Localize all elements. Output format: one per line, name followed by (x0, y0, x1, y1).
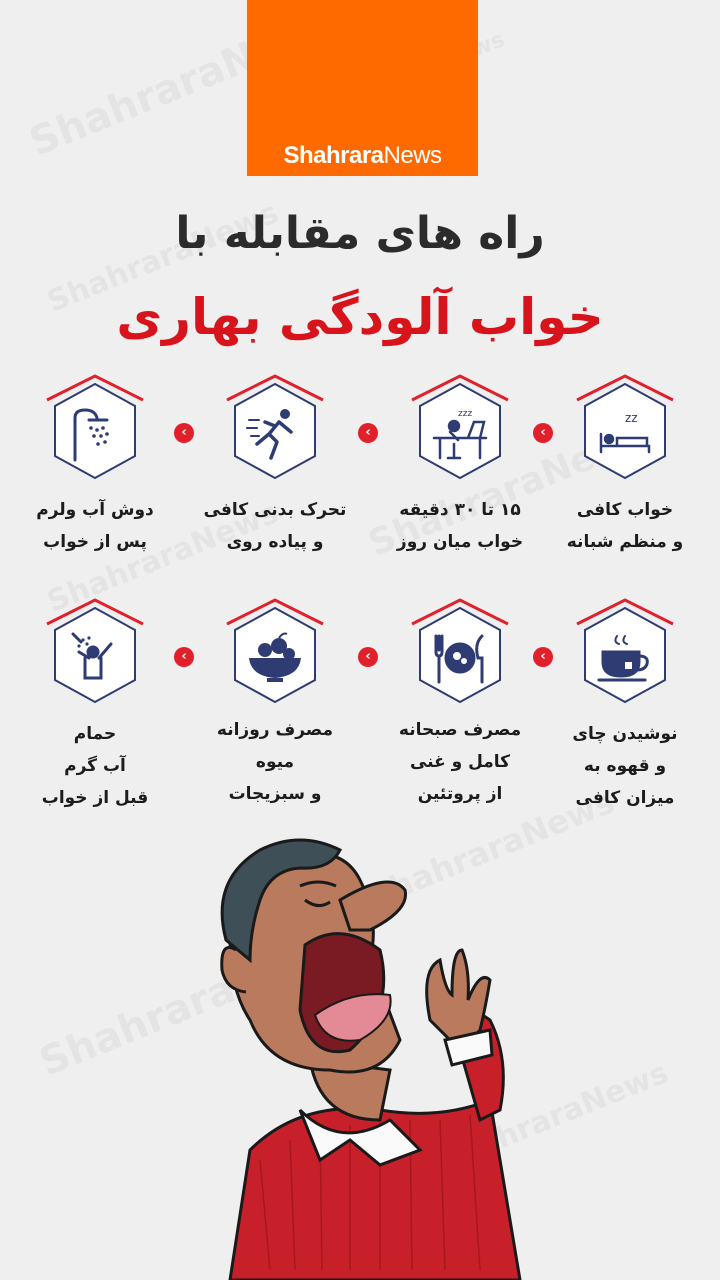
svg-text:zz: zz (625, 411, 638, 425)
tip-label: خواب کافی و منظم شبانه (566, 500, 684, 552)
brand-logo-text: ShahraraNews (283, 142, 442, 169)
tip-card-tea (565, 596, 685, 716)
tip-label: مصرف روزانه میوه و سبزیجات (216, 720, 334, 804)
shower-icon (65, 404, 125, 464)
chevron-left-icon: ‹ (358, 423, 378, 443)
tip-card-breakfast (400, 596, 520, 716)
breakfast-plate-icon (430, 628, 490, 688)
running-person-icon (245, 404, 305, 464)
fruit-bowl-icon (245, 628, 305, 688)
chevron-left-icon: ‹ (174, 647, 194, 667)
tea-cup-icon (595, 628, 655, 688)
page-title-line1: راه های مقابله با (175, 208, 545, 259)
tip-label: ۱۵ تا ۳۰ دقیقه خواب میان روز (396, 500, 524, 552)
nap-at-desk-icon (430, 404, 490, 464)
tip-label: دوش آب ولرم پس از خواب (36, 500, 154, 552)
yawning-man-illustration (190, 820, 550, 1280)
tip-label: نوشیدن چای و قهوه به میزان کافی (572, 724, 678, 808)
tip-label: مصرف صبحانه کامل و غنی از پروتئین (398, 720, 522, 804)
chevron-left-icon: ‹ (533, 423, 553, 443)
page-title-line2: خواب آلودگی بهاری (116, 288, 604, 346)
tip-card-shower (35, 372, 155, 492)
svg-text:zzz: zzz (458, 409, 473, 419)
chevron-left-icon: ‹ (533, 647, 553, 667)
tip-card-nap (400, 372, 520, 492)
tip-card-fruit (215, 596, 335, 716)
chevron-left-icon: ‹ (358, 647, 378, 667)
tip-label: تحرک بدنی کافی و پیاده روی (203, 500, 347, 552)
tip-label: حمام آب گرم قبل از خواب (41, 724, 149, 808)
tip-card-sleep (565, 372, 685, 492)
brand-logo (247, 0, 478, 176)
chevron-left-icon: ‹ (174, 423, 194, 443)
tip-card-exercise (215, 372, 335, 492)
sleeping-in-bed-icon (595, 404, 655, 464)
tip-card-bath (35, 596, 155, 716)
warm-bath-icon (65, 628, 125, 688)
